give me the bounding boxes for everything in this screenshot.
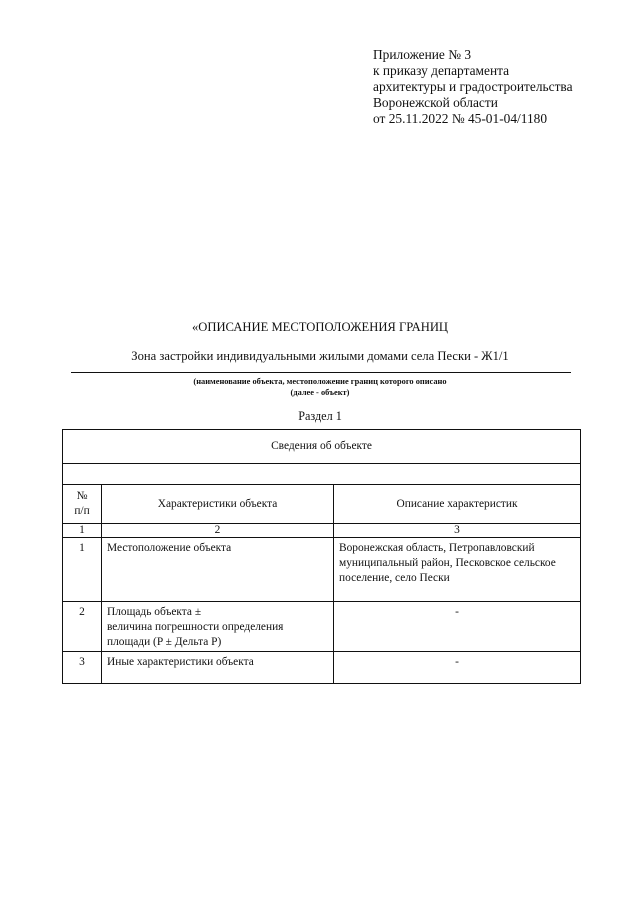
col-header-num-line: п/п <box>74 505 90 517</box>
appendix-line: от 25.11.2022 № 45-01-04/1180 <box>373 111 548 126</box>
document-title: «ОПИСАНИЕ МЕСТОПОЛОЖЕНИЯ ГРАНИЦ <box>191 320 449 334</box>
note-line: (наименование объекта, местоположение границ которого описано <box>193 377 447 386</box>
row-characteristic-line: величина погрешности определения <box>107 621 284 633</box>
row-description: - <box>334 652 581 684</box>
col-header-num-line: № <box>76 490 88 502</box>
appendix-block <box>373 47 573 127</box>
appendix-line: Воронежской области <box>373 95 498 110</box>
table-row <box>63 538 581 602</box>
object-info-table <box>62 429 581 684</box>
table-header-row <box>63 485 581 524</box>
table-empty-row <box>63 464 581 485</box>
table-row <box>63 602 581 652</box>
table-empty-cell <box>63 464 581 485</box>
underline-divider <box>71 372 571 373</box>
table-heading: Сведения об объекте <box>63 430 581 464</box>
row-characteristic <box>102 602 334 652</box>
object-name-note <box>0 376 640 398</box>
col-header-characteristics: Характеристики объекта <box>102 485 334 524</box>
col-header-num <box>63 485 102 524</box>
row-description: Воронежская область, Петропавловский муниципальный район, Песковское сельское поселение, село Пески <box>334 538 581 602</box>
table-column-numbers-row <box>63 524 581 538</box>
row-number: 1 <box>63 538 102 602</box>
col-number: 2 <box>102 524 334 538</box>
object-name: Зона застройки индивидуальными жилыми домами села Пески - Ж1/1 <box>131 349 509 363</box>
col-number: 3 <box>334 524 581 538</box>
col-header-description: Описание характеристик <box>334 485 581 524</box>
col-number: 1 <box>63 524 102 538</box>
row-description: - <box>334 602 581 652</box>
appendix-line: к приказу департамента <box>373 63 510 78</box>
note-line: (далее - объект) <box>290 388 350 397</box>
row-characteristic-line: площади (P ± Дельта P) <box>107 636 222 648</box>
appendix-line: Приложение № 3 <box>373 47 472 62</box>
appendix-line: архитектуры и градостроительства <box>373 79 573 94</box>
row-characteristic: Иные характеристики объекта <box>102 652 334 684</box>
row-number: 2 <box>63 602 102 652</box>
table-heading-row <box>63 430 581 464</box>
row-number: 3 <box>63 652 102 684</box>
row-characteristic: Местоположение объекта <box>102 538 334 602</box>
row-characteristic-line: Площадь объекта ± <box>107 606 202 618</box>
table-row <box>63 652 581 684</box>
section-heading: Раздел 1 <box>298 409 342 423</box>
